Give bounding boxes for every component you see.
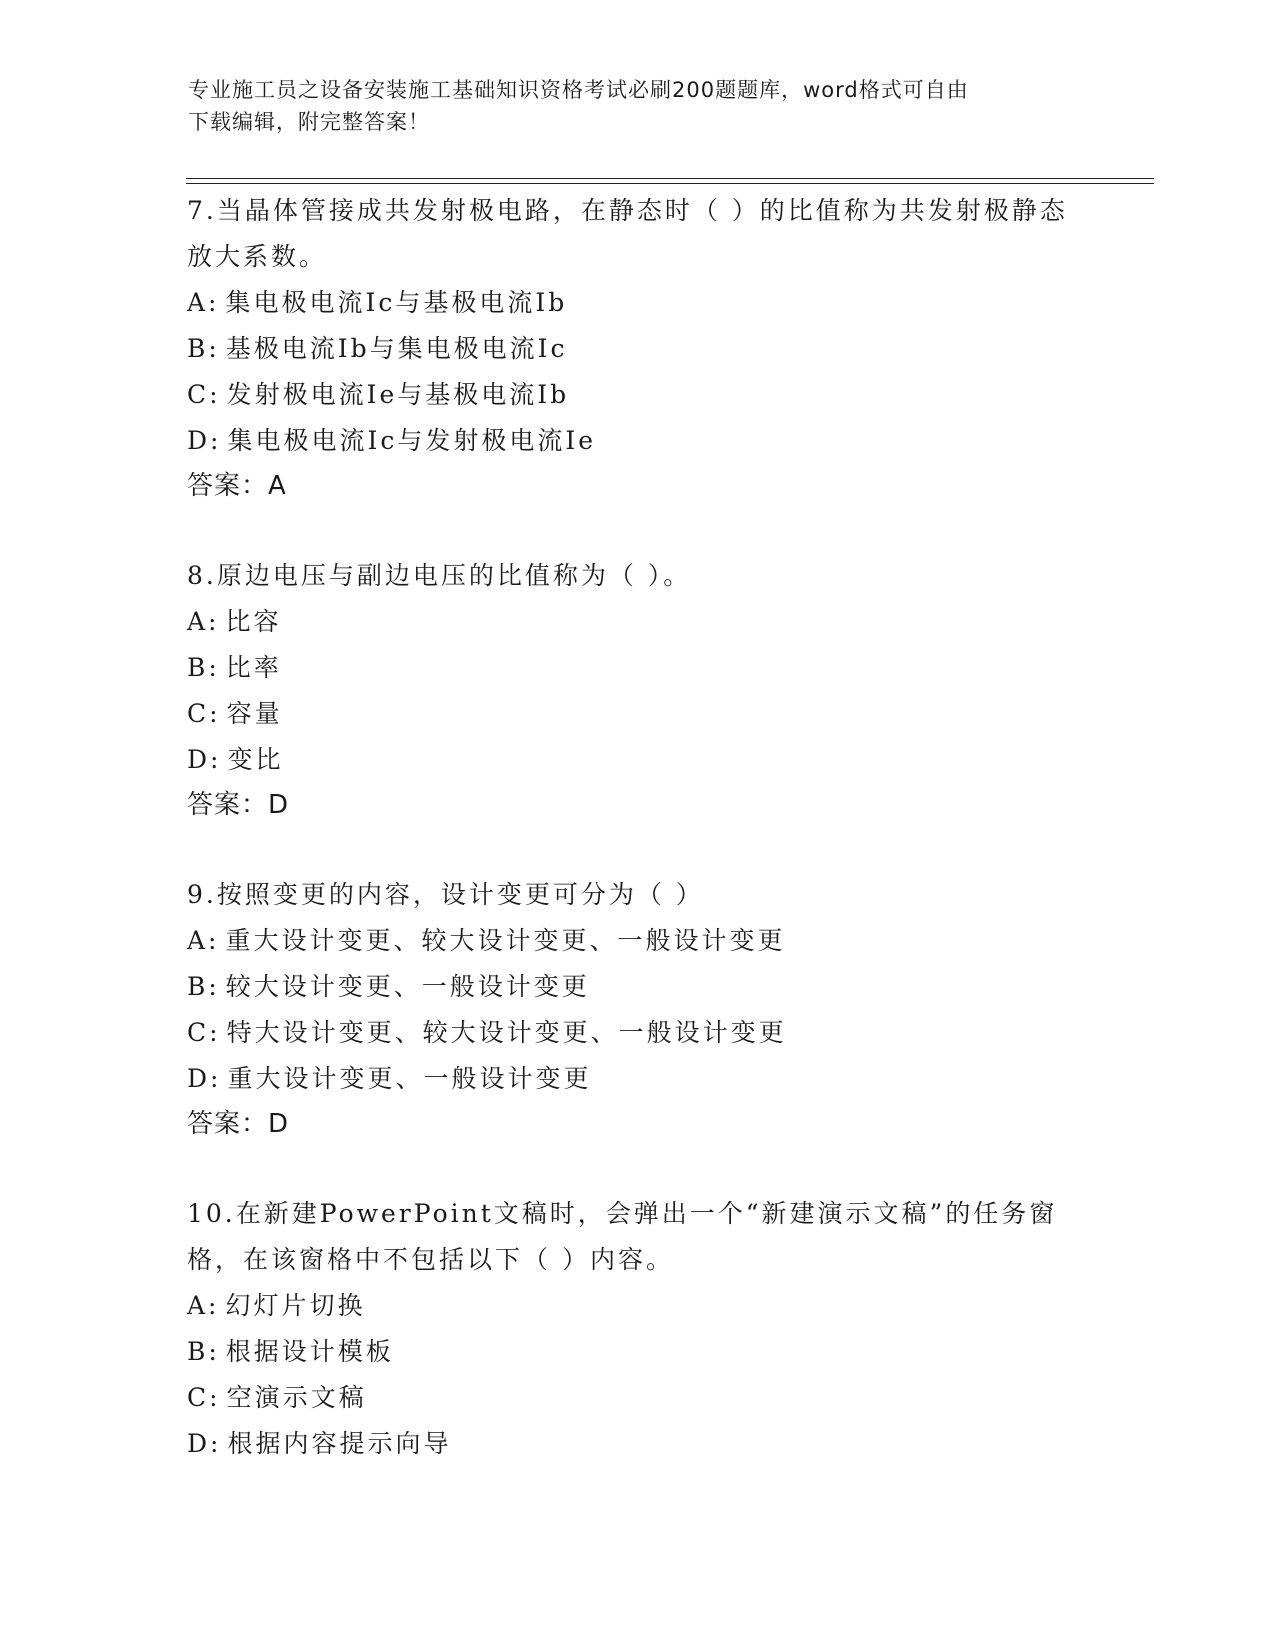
- option-a: [187, 280, 1087, 326]
- option-letter: D:: [187, 426, 222, 455]
- question-text: 10.在新建PowerPoint文稿时，会弹出一个“新建演示文稿”的任务窗格，在该窗格中不包括以下（ ）内容。: [187, 1199, 1058, 1274]
- header-divider-top: [186, 178, 1154, 179]
- option-c: [187, 1010, 1087, 1056]
- option-b: [187, 1329, 1087, 1375]
- answer-label: 答案：D: [187, 1109, 290, 1139]
- option-text: 重大设计变更、较大设计变更、一般设计变更: [225, 926, 786, 955]
- option-d: [187, 737, 1087, 783]
- option-b: [187, 326, 1087, 372]
- option-letter: B:: [187, 653, 220, 682]
- option-text: 变比: [227, 745, 284, 774]
- option-a: [187, 1283, 1087, 1329]
- option-text: 集电极电流Ic与发射极电流Ie: [227, 426, 597, 455]
- question-text: 9.按照变更的内容，设计变更可分为（ ）: [187, 880, 704, 909]
- question-list: [187, 188, 1087, 1512]
- option-text: 较大设计变更、一般设计变更: [225, 972, 590, 1001]
- option-b: [187, 964, 1087, 1010]
- option-text: 比率: [225, 653, 282, 682]
- option-letter: B:: [187, 334, 220, 363]
- option-letter: C:: [187, 1383, 221, 1412]
- option-text: 根据设计模板: [225, 1337, 394, 1366]
- option-d: [187, 1056, 1087, 1102]
- option-text: 比容: [225, 607, 282, 636]
- option-text: 空演示文稿: [226, 1383, 367, 1412]
- question-10: [187, 1191, 1087, 1467]
- option-a: [187, 918, 1087, 964]
- option-letter: D:: [187, 1064, 222, 1093]
- option-letter: D:: [187, 1429, 222, 1458]
- option-d: [187, 418, 1087, 464]
- option-a: [187, 599, 1087, 645]
- option-letter: A:: [187, 288, 220, 317]
- option-text: 容量: [226, 699, 283, 728]
- option-text: 集电极电流Ic与基极电流Ib: [225, 288, 568, 317]
- option-text: 根据内容提示向导: [227, 1429, 452, 1458]
- option-text: 发射极电流Ie与基极电流Ib: [226, 380, 570, 409]
- option-letter: B:: [187, 1337, 220, 1366]
- option-d: [187, 1421, 1087, 1467]
- question-text: 8.原边电压与副边电压的比值称为（ ）。: [187, 561, 692, 590]
- option-c: [187, 372, 1087, 418]
- document-header: [188, 74, 1068, 138]
- question-7: [187, 188, 1087, 508]
- option-c: [187, 691, 1087, 737]
- option-letter: A:: [187, 926, 220, 955]
- option-letter: C:: [187, 699, 221, 728]
- option-letter: C:: [187, 1018, 221, 1047]
- option-b: [187, 645, 1087, 691]
- answer-label: 答案：D: [187, 790, 290, 820]
- question-9: [187, 872, 1087, 1146]
- option-letter: C:: [187, 380, 221, 409]
- option-text: 幻灯片切换: [225, 1291, 366, 1320]
- option-text: 重大设计变更、一般设计变更: [227, 1064, 592, 1093]
- header-line-2: 下载编辑，附完整答案！: [188, 110, 430, 134]
- question-text: 7.当晶体管接成共发射极电路，在静态时（ ）的比值称为共发射极静态放大系数。: [187, 196, 1068, 271]
- option-text: 基极电流Ib与集电极电流Ic: [225, 334, 568, 363]
- answer-label: 答案：A: [187, 471, 287, 501]
- option-text: 特大设计变更、较大设计变更、一般设计变更: [226, 1018, 787, 1047]
- option-letter: A:: [187, 1291, 220, 1320]
- question-8: [187, 553, 1087, 827]
- option-c: [187, 1375, 1087, 1421]
- option-letter: D:: [187, 745, 222, 774]
- header-divider-bottom: [186, 183, 1154, 184]
- header-line-1: 专业施工员之设备安装施工基础知识资格考试必刷200题题库，word格式可自由: [188, 78, 969, 102]
- option-letter: A:: [187, 607, 220, 636]
- option-letter: B:: [187, 972, 220, 1001]
